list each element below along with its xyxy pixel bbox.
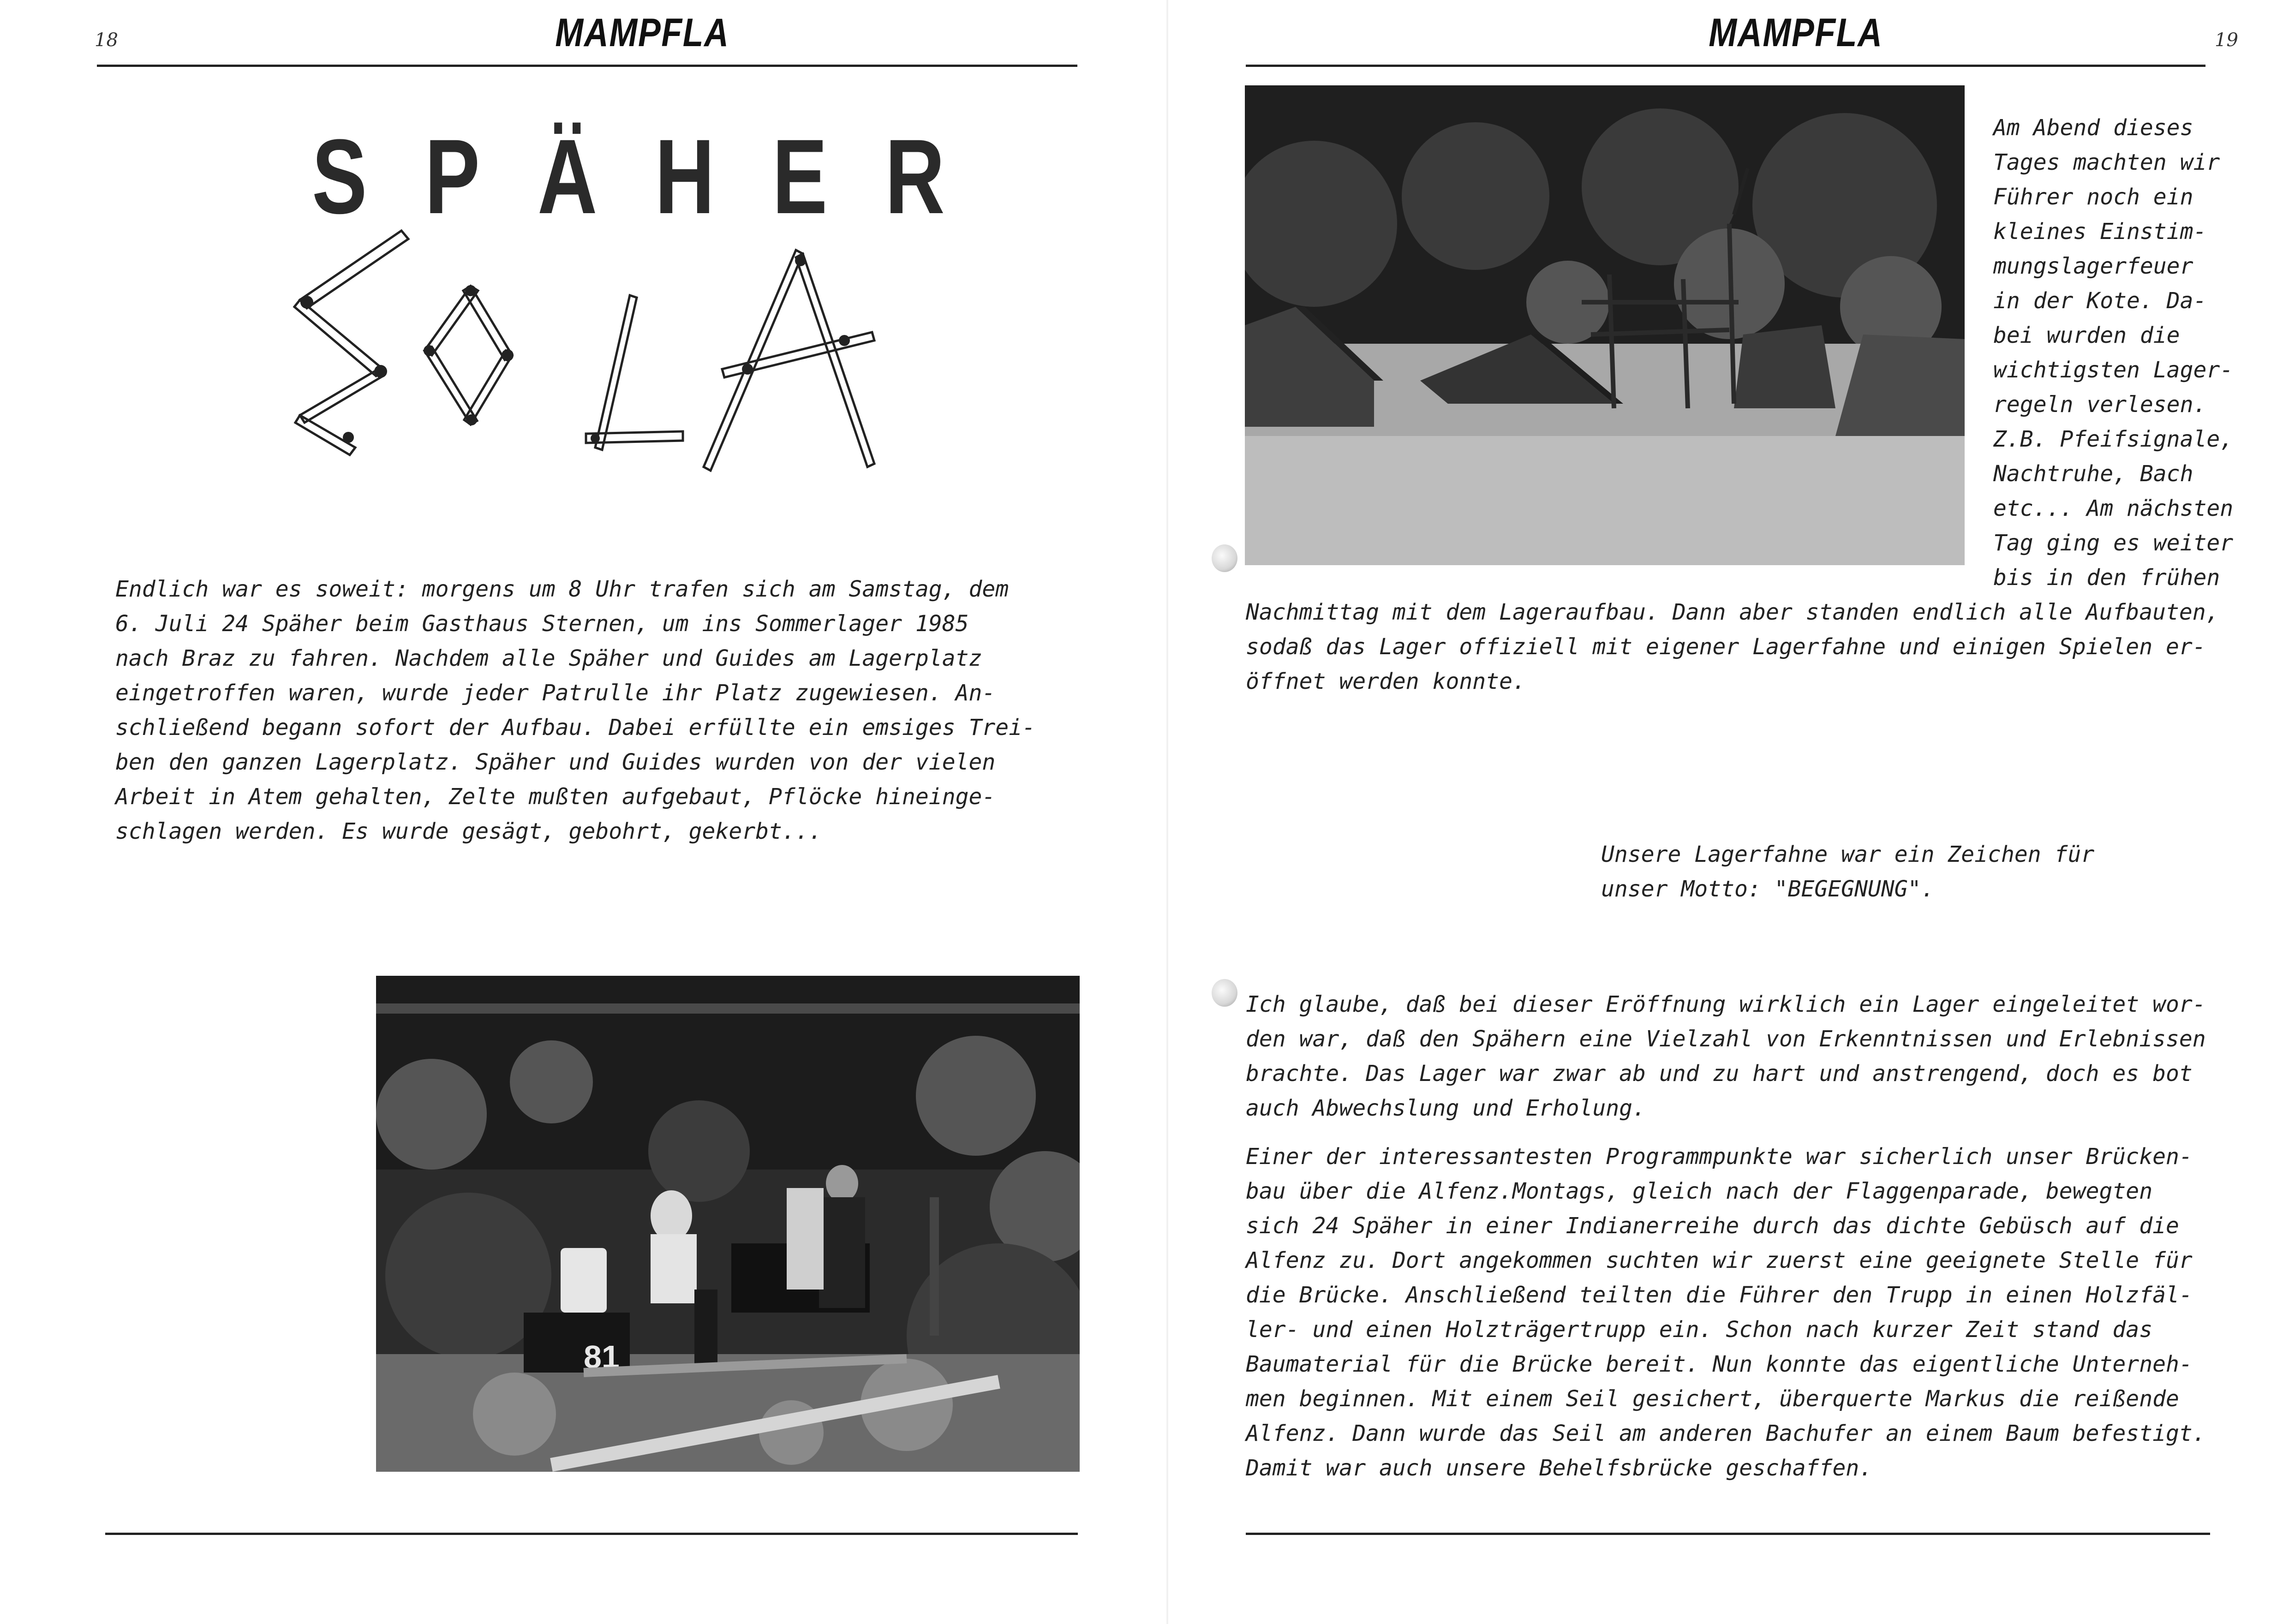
forest-camp-photo [376, 976, 1080, 1472]
binder-hole [1212, 544, 1237, 572]
flag-caption [1601, 837, 2094, 907]
text-line: den war, daß den Spähern eine Vielzahl von Erkenntnissen und Erlebnissen [1246, 1026, 2206, 1052]
title-letter: E [772, 117, 828, 236]
text-line: Nachtruhe, Bach [1993, 461, 2193, 487]
text-line: sich 24 Späher in einer Indianerreihe durch das dichte Gebüsch auf die [1246, 1213, 2179, 1239]
text-line: in der Kote. Da- [1993, 288, 2207, 314]
title-letter: S [312, 117, 367, 236]
text-line: Tag ging es weiter [1993, 530, 2234, 556]
masthead: MAMPFLA [555, 11, 729, 55]
right-page [1167, 0, 2289, 1624]
title-letter: R [885, 117, 945, 236]
text-line: Am Abend dieses [1993, 115, 2193, 141]
text-line: Nachmittag mit dem Lageraufbau. Dann aber standen endlich alle Aufbauten, [1246, 599, 2219, 625]
footer-rule [1246, 1533, 2210, 1535]
text-line: Z.B. Pfeifsignale, [1993, 426, 2234, 452]
title-letter: H [655, 117, 715, 236]
paragraph-bridge [1246, 1140, 2206, 1486]
text-line: schlagen werden. Es wurde gesägt, gebohrt, gekerbt... [115, 818, 822, 844]
text-line: sodaß das Lager offiziell mit eigener Lagerfahne und einigen Spielen er- [1246, 634, 2206, 660]
text-line: Damit war auch unsere Behelfsbrücke geschaffen. [1246, 1455, 1873, 1481]
text-line: öffnet werden konnte. [1246, 669, 1526, 694]
paragraph-opening [1246, 987, 2206, 1126]
text-line: Führer noch ein [1993, 184, 2193, 210]
binder-hole [1212, 979, 1237, 1007]
text-line: nach Braz zu fahren. Nachdem alle Späher und Guides am Lagerplatz [115, 645, 982, 671]
text-line: Alfenz. Dann wurde das Seil am anderen Bachufer an einem Baum befestigt. [1246, 1421, 2206, 1446]
text-line: Arbeit in Atem gehalten, Zelte mußten aufgebaut, Pflöcke hineinge- [115, 784, 996, 810]
text-line: Tages machten wir [1993, 149, 2220, 175]
text-line: kleines Einstim- [1993, 219, 2207, 245]
sola-stick-illustration [272, 217, 909, 475]
text-line: schließend begann sofort der Aufbau. Dabei erfüllte ein emsiges Trei- [115, 715, 1035, 740]
text-line: ler- und einen Holzträgertrupp ein. Schon nach kurzer Zeit stand das [1246, 1317, 2153, 1343]
text-line: Unsere Lagerfahne war ein Zeichen für [1601, 842, 2095, 867]
text-line: Baumaterial für die Brücke bereit. Nun konnte das eigentliche Unterneh- [1246, 1351, 2193, 1377]
text-line: bis in den frühen [1993, 565, 2220, 591]
header-rule [97, 65, 1077, 67]
intro-paragraph [115, 572, 1035, 849]
text-line: Alfenz zu. Dort angekommen suchten wir zuerst eine geeignete Stelle für [1246, 1248, 2193, 1273]
text-line: unser Motto: "BEGEGNUNG". [1601, 876, 1935, 902]
text-line: eingetroffen waren, wurde jeder Patrulle ihr Platz zugewiesen. An- [115, 680, 996, 706]
svg-text:81: 81 [584, 1339, 620, 1375]
side-paragraph [1993, 111, 2233, 595]
continued-paragraph [1246, 595, 2219, 699]
masthead: MAMPFLA [1709, 11, 1883, 55]
text-line: regeln verlesen. [1993, 392, 2207, 418]
text-line: bei wurden die [1993, 322, 2180, 348]
footer-rule [105, 1533, 1078, 1535]
text-line: Endlich war es soweit: morgens um 8 Uhr trafen sich am Samstag, dem [115, 576, 1009, 602]
text-line: men beginnen. Mit einem Seil gesichert, überquerte Markus die reißende [1246, 1386, 2179, 1412]
text-line: auch Abwechslung und Erholung. [1246, 1095, 1646, 1121]
text-line: die Brücke. Anschließend teilten die Führer den Trupp in einen Holzfäl- [1246, 1282, 2193, 1308]
text-line: ben den ganzen Lagerplatz. Späher und Guides wurden von der vielen [115, 749, 996, 775]
text-line: wichtigsten Lager- [1993, 357, 2234, 383]
text-line: Ich glaube, daß bei dieser Eröffnung wirklich ein Lager eingeleitet wor- [1246, 991, 2206, 1017]
title-letter: P [424, 117, 480, 236]
page-number: 18 [95, 30, 118, 51]
header-rule [1246, 65, 2205, 67]
text-line: 6. Juli 24 Späher beim Gasthaus Sternen, um ins Sommerlager 1985 [115, 611, 969, 637]
text-line: bau über die Alfenz.Montags, gleich nach der Flaggenparade, bewegten [1246, 1178, 2153, 1204]
text-line: mungslagerfeuer [1993, 253, 2193, 279]
page-number: 19 [2215, 30, 2238, 51]
text-line: etc... Am nächsten [1993, 496, 2234, 521]
text-line: brachte. Das Lager war zwar ab und zu hart und anstrengend, doch es bot [1246, 1061, 2193, 1087]
title-letter: Ä [537, 117, 598, 236]
tents-camp-photo [1245, 85, 1965, 565]
text-line: Einer der interessantesten Programmpunkte war sicherlich unser Brücken- [1246, 1144, 2193, 1170]
